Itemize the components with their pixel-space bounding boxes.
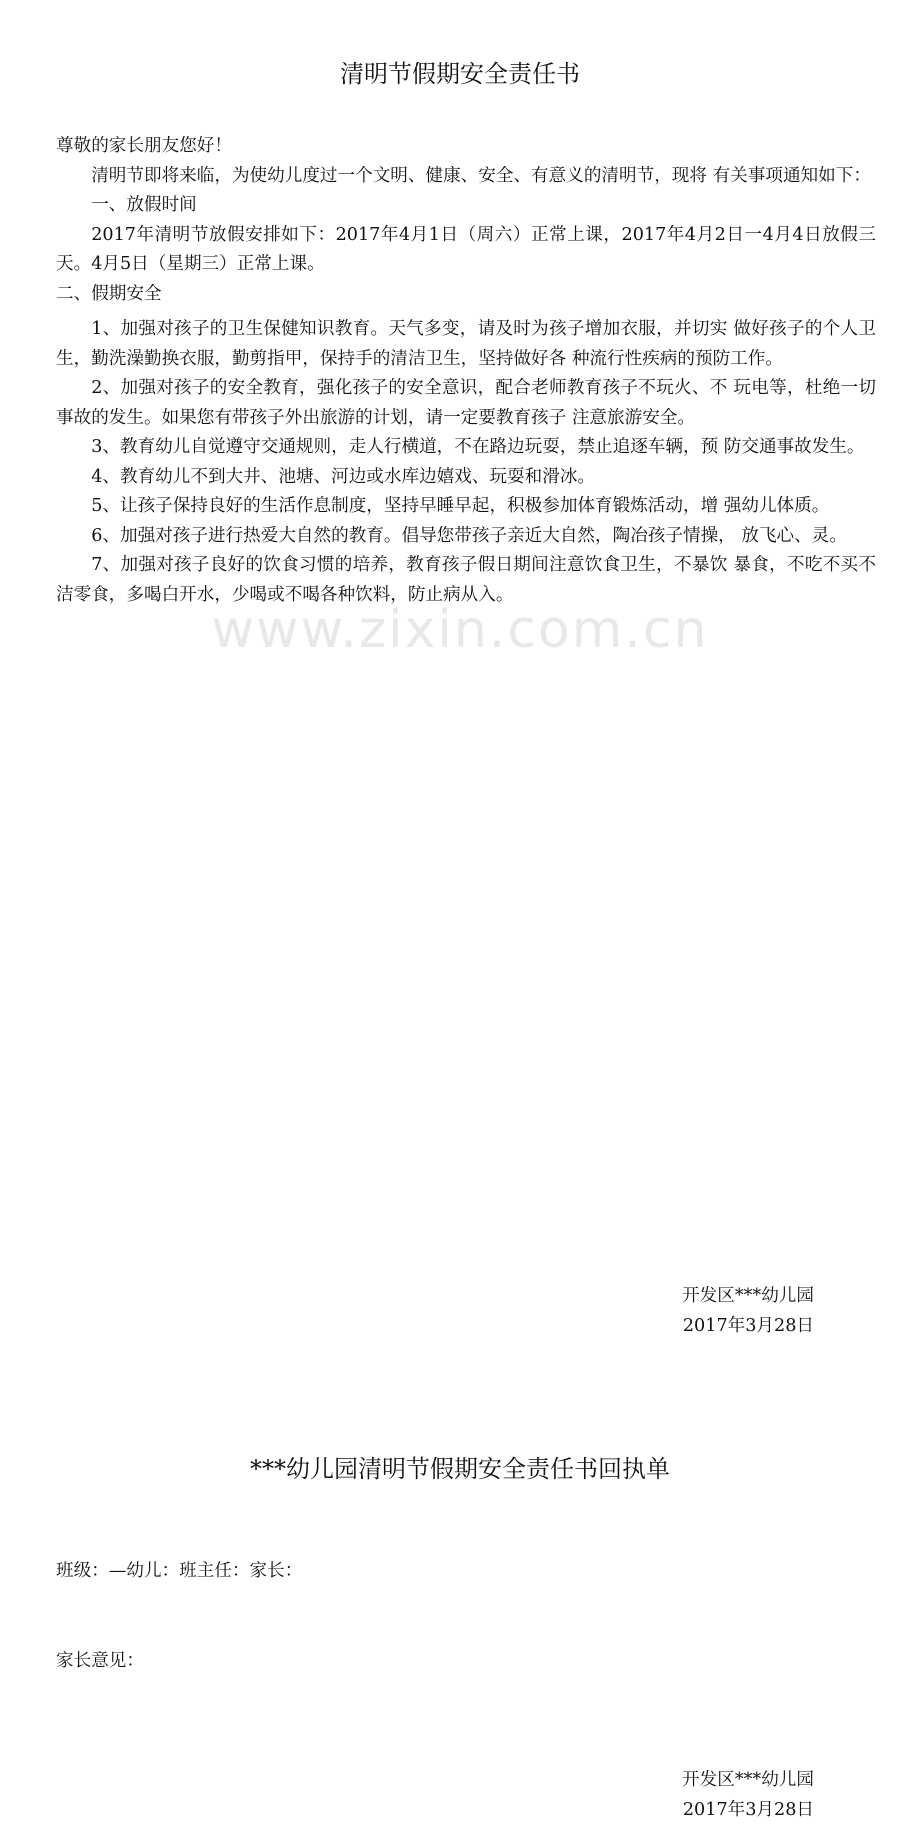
greeting: 尊敬的家长朋友您好！ bbox=[56, 132, 876, 162]
safety-item: 3、教育幼儿自觉遵守交通规则，走人行横道，不在路边玩耍，禁止追逐车辆，预 防交通事故发生。 bbox=[56, 433, 876, 463]
signature-org: 开发区***幼儿园 bbox=[0, 1282, 814, 1312]
signature-date: 2017年3月28日 bbox=[0, 1312, 814, 1342]
watermark: www.zixin.com.cn bbox=[0, 600, 920, 660]
safety-item: 1、加强对孩子的卫生保健知识教育。天气多变，请及时为孩子增加衣服，并切实 做好孩子的个人卫生，勤洗澡勤换衣服，勤剪指甲，保持手的清洁卫生，坚持做好各 种流行性疾病的预防工作。 bbox=[56, 315, 876, 374]
receipt-signature bbox=[0, 1766, 814, 1825]
document-title: 清明节假期安全责任书 bbox=[0, 58, 920, 90]
holiday-schedule-paragraph: 2017年清明节放假安排如下：2017年4月1日（周六）正常上课，2017年4月2日一4月4日放假三天。4月5日（星期三）正常上课。 bbox=[56, 221, 876, 280]
safety-item: 7、加强对孩子良好的饮食习惯的培养，教育孩子假日期间注意饮食卫生，不暴饮 暴食，不吃不买不洁零食，多喝白开水，少喝或不喝各种饮料，防止病从入。 bbox=[56, 551, 876, 610]
receipt-fields: 班级：—幼儿：班主任：家长： bbox=[56, 1557, 920, 1587]
section-heading-holiday-safety: 二、假期安全 bbox=[56, 280, 876, 310]
receipt-title: ***幼儿园清明节假期安全责任书回执单 bbox=[0, 1453, 920, 1485]
safety-item: 6、加强对孩子进行热爱大自然的教育。倡导您带孩子亲近大自然，陶冶孩子情操， 放飞心、灵。 bbox=[56, 522, 876, 552]
safety-item: 4、教育幼儿不到大井、池塘、河边或水库边嬉戏、玩耍和滑冰。 bbox=[56, 463, 876, 493]
section-heading-holiday-time: 一、放假时间 bbox=[56, 191, 876, 221]
safety-item: 2、加强对孩子的安全教育，强化孩子的安全意识，配合老师教育孩子不玩火、不 玩电等，杜绝一切事故的发生。如果您有带孩子外出旅游的计划，请一定要教育孩子 注意旅游安全。 bbox=[56, 374, 876, 433]
intro-paragraph: 清明节即将来临，为使幼儿度过一个文明、健康、安全、有意义的清明节，现将 有关事项通知如下： bbox=[56, 162, 876, 192]
receipt-parent-opinion: 家长意见： bbox=[56, 1647, 920, 1677]
safety-item: 5、让孩子保持良好的生活作息制度，坚持早睡早起，积极参加体育锻炼活动，增 强幼儿体质。 bbox=[56, 492, 876, 522]
receipt-signature-date: 2017年3月28日 bbox=[0, 1796, 814, 1825]
receipt-signature-org: 开发区***幼儿园 bbox=[0, 1766, 814, 1796]
letter-signature bbox=[0, 1282, 814, 1341]
letter-body bbox=[56, 132, 876, 610]
